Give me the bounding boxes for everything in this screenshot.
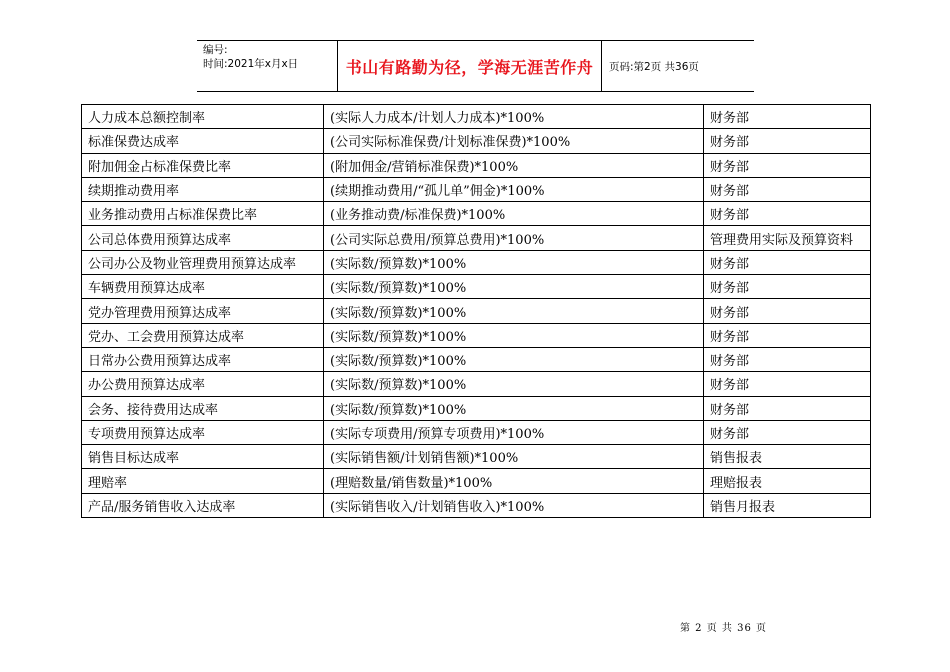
formula-cell: (实际人力成本/计划人力成本)*100% xyxy=(324,105,704,129)
page-footer: 第 2 页 共 36 页 xyxy=(680,623,767,634)
data-source-cell: 财务部 xyxy=(704,372,871,396)
page-header xyxy=(197,40,754,92)
formula-cell: (实际数/预算数)*100% xyxy=(324,299,704,323)
table-row xyxy=(82,396,871,420)
data-source-cell: 财务部 xyxy=(704,153,871,177)
formula-cell: (公司实际总费用/预算总费用)*100% xyxy=(324,226,704,250)
data-source-cell: 财务部 xyxy=(704,420,871,444)
data-source-cell: 财务部 xyxy=(704,177,871,201)
indicator-name-cell: 党办管理费用预算达成率 xyxy=(82,299,324,323)
formula-cell: (实际销售收入/计划销售收入)*100% xyxy=(324,493,704,517)
indicator-name-cell: 理赔率 xyxy=(82,469,324,493)
table-row xyxy=(82,275,871,299)
header-page-code: 页码:第2页 共36页 xyxy=(609,60,699,73)
table-row xyxy=(82,250,871,274)
table-row xyxy=(82,445,871,469)
header-motto: 书山有路勤为径，学海无涯苦作舟 xyxy=(338,41,602,91)
indicator-name-cell: 党办、工会费用预算达成率 xyxy=(82,323,324,347)
data-source-cell: 财务部 xyxy=(704,323,871,347)
indicator-name-cell: 销售目标达成率 xyxy=(82,445,324,469)
indicator-name-cell: 公司总体费用预算达成率 xyxy=(82,226,324,250)
time-label: 时间:2021年x月x日 xyxy=(203,58,299,70)
formula-cell: (业务推动费/标准保费)*100% xyxy=(324,202,704,226)
indicator-name-cell: 公司办公及物业管理费用预算达成率 xyxy=(82,250,324,274)
indicator-name-cell: 日常办公费用预算达成率 xyxy=(82,347,324,371)
data-source-cell: 财务部 xyxy=(704,396,871,420)
data-source-cell: 管理费用实际及预算资料 xyxy=(704,226,871,250)
formula-cell: (实际数/预算数)*100% xyxy=(324,323,704,347)
indicator-name-cell: 会务、接待费用达成率 xyxy=(82,396,324,420)
table-row xyxy=(82,323,871,347)
formula-cell: (续期推动费用/“孤儿单”佣金)*100% xyxy=(324,177,704,201)
table-row xyxy=(82,202,871,226)
table-row xyxy=(82,493,871,517)
indicator-name-cell: 人力成本总额控制率 xyxy=(82,105,324,129)
formula-cell: (实际数/预算数)*100% xyxy=(324,396,704,420)
data-source-cell: 财务部 xyxy=(704,129,871,153)
table-row xyxy=(82,347,871,371)
table-row xyxy=(82,153,871,177)
data-source-cell: 财务部 xyxy=(704,275,871,299)
indicator-name-cell: 续期推动费用率 xyxy=(82,177,324,201)
formula-cell: (附加佣金/营销标准保费)*100% xyxy=(324,153,704,177)
data-source-cell: 财务部 xyxy=(704,202,871,226)
data-source-cell: 财务部 xyxy=(704,105,871,129)
formula-cell: (实际数/预算数)*100% xyxy=(324,250,704,274)
table-row xyxy=(82,469,871,493)
data-source-cell: 理赔报表 xyxy=(704,469,871,493)
number-label: 编号: xyxy=(203,44,228,56)
indicator-name-cell: 标准保费达成率 xyxy=(82,129,324,153)
formula-cell: (实际数/预算数)*100% xyxy=(324,275,704,299)
data-source-cell: 销售月报表 xyxy=(704,493,871,517)
indicator-name-cell: 附加佣金占标准保费比率 xyxy=(82,153,324,177)
data-source-cell: 财务部 xyxy=(704,299,871,323)
header-meta xyxy=(197,41,338,91)
table-row xyxy=(82,105,871,129)
table-row xyxy=(82,372,871,396)
indicator-table xyxy=(81,104,871,518)
indicator-name-cell: 专项费用预算达成率 xyxy=(82,420,324,444)
table-row xyxy=(82,129,871,153)
table-row xyxy=(82,177,871,201)
formula-cell: (实际数/预算数)*100% xyxy=(324,347,704,371)
formula-cell: (实际专项费用/预算专项费用)*100% xyxy=(324,420,704,444)
table-row xyxy=(82,420,871,444)
formula-cell: (理赔数量/销售数量)*100% xyxy=(324,469,704,493)
formula-cell: (实际销售额/计划销售额)*100% xyxy=(324,445,704,469)
indicator-name-cell: 产品/服务销售收入达成率 xyxy=(82,493,324,517)
table-row xyxy=(82,226,871,250)
data-source-cell: 财务部 xyxy=(704,250,871,274)
data-source-cell: 销售报表 xyxy=(704,445,871,469)
formula-cell: (实际数/预算数)*100% xyxy=(324,372,704,396)
indicator-name-cell: 业务推动费用占标准保费比率 xyxy=(82,202,324,226)
formula-cell: (公司实际标准保费/计划标准保费)*100% xyxy=(324,129,704,153)
table-row xyxy=(82,299,871,323)
indicator-name-cell: 车辆费用预算达成率 xyxy=(82,275,324,299)
indicator-name-cell: 办公费用预算达成率 xyxy=(82,372,324,396)
indicator-table-body xyxy=(82,105,871,518)
data-source-cell: 财务部 xyxy=(704,347,871,371)
